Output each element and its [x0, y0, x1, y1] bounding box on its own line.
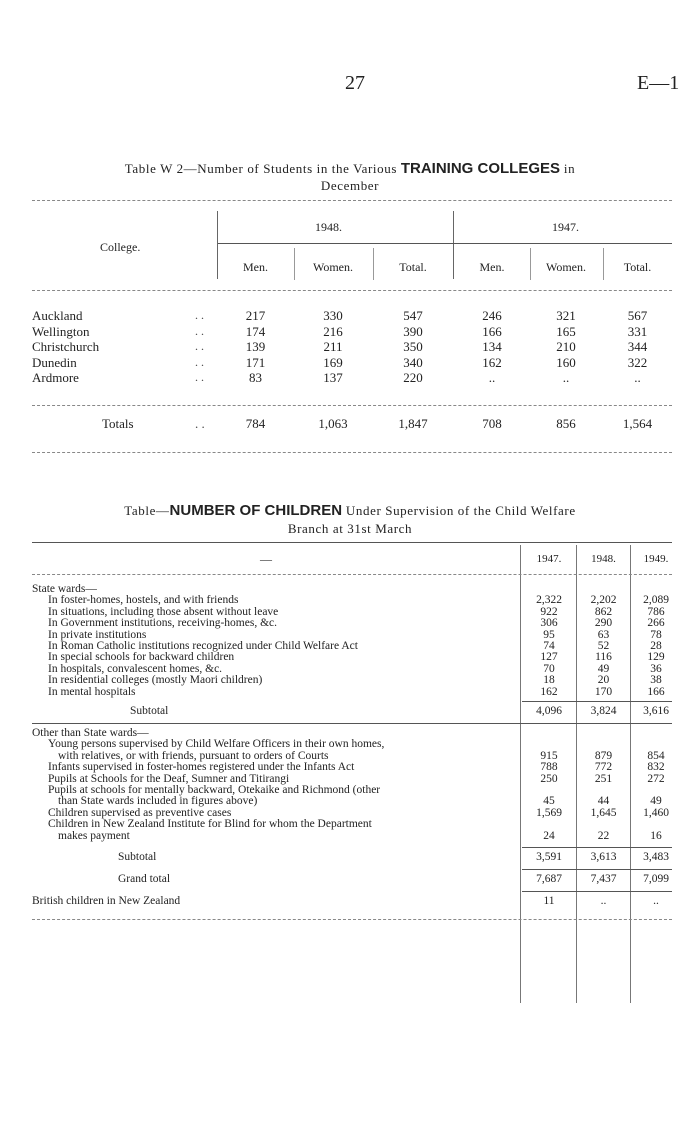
state-row-label: In Government institutions, receiving-homes, &c. — [48, 617, 277, 630]
state-cell-1: 116 — [595, 651, 612, 664]
state-row-label: In foster-homes, hostels, and with friends — [48, 594, 239, 607]
subtotal-label: Subtotal — [130, 705, 169, 717]
totals-t47: 1,564 — [622, 416, 653, 431]
state-row-label: In residential colleges (mostly Maori children) — [48, 674, 263, 687]
other-cell-0: 1,569 — [536, 806, 562, 819]
other-cell-2: 272 — [647, 772, 665, 785]
cell-t48: 390 — [403, 323, 423, 339]
caption-text: Table W 2—Number of Students in the Various — [124, 161, 401, 176]
college-name: Ardmore — [32, 370, 79, 385]
totals-m47: 708 — [482, 416, 502, 431]
state-row-label: In mental hospitals — [48, 685, 136, 698]
other-cell-1: 251 — [594, 772, 613, 785]
cell-w47: 160 — [556, 354, 576, 370]
cell-m48: 139 — [245, 339, 266, 354]
state-cell-1: 49 — [597, 662, 610, 675]
leader-dots: . . — [195, 354, 204, 369]
cell-m47: 166 — [482, 323, 502, 339]
state-cell-0: 2,322 — [536, 594, 562, 607]
col-women-1947: Women. — [545, 260, 587, 274]
other-row-label: Children in New Zealand Institute for Blind for whom the Department — [48, 818, 372, 831]
leader-dots: . . — [195, 323, 204, 338]
other-row-label: Infants supervised in foster-homes registered under the Infants Act — [48, 761, 355, 774]
cell-t48: 547 — [403, 308, 423, 323]
state-row-label: In hospitals, convalescent homes, &c. — [48, 662, 223, 675]
rule — [218, 243, 672, 244]
cell-w47: .. — [562, 370, 570, 385]
british-cell-2: .. — [653, 895, 659, 907]
state-cell-2: 38 — [650, 674, 662, 687]
other-cell-0: 45 — [543, 795, 555, 808]
state-cell-0: 74 — [543, 640, 555, 652]
other-heading: Other than State wards— — [32, 727, 149, 739]
col-men-1947: Men. — [479, 260, 505, 274]
leader-dots: . . — [195, 370, 204, 384]
state-cell-2: 36 — [650, 662, 662, 675]
year-col-1948: 1948. — [591, 553, 616, 565]
other-cell-0: 250 — [540, 772, 558, 785]
state-cell-2: 266 — [647, 617, 665, 630]
cell-t47: 567 — [627, 308, 648, 323]
college-name: Wellington — [32, 323, 90, 339]
cell-m48: 217 — [245, 308, 266, 323]
rule — [32, 723, 672, 724]
other-row-label-cont: than State wards included in figures above) — [58, 795, 258, 808]
cell-t47: 344 — [627, 339, 648, 354]
rule — [32, 574, 672, 575]
state-row-label: In special schools for backward children — [48, 651, 235, 664]
college-name: Auckland — [32, 308, 83, 323]
state-cell-2: 166 — [647, 685, 665, 698]
caption-text-end: in — [560, 161, 576, 176]
cell-w48: 137 — [323, 370, 343, 385]
state-cell-0: 127 — [540, 651, 558, 664]
caption-text-end: Under Supervision of the Child Welfare — [342, 503, 576, 518]
rule — [32, 290, 672, 291]
state-cell-0: 162 — [540, 685, 558, 698]
subtotal2-cell-1: 3,613 — [590, 851, 617, 863]
totals-w47: 856 — [556, 416, 576, 431]
leader-dots: . . — [195, 308, 204, 322]
rule — [32, 200, 672, 201]
rule — [32, 919, 672, 920]
cell-m48: 171 — [245, 354, 266, 370]
totals-w48: 1,063 — [318, 416, 348, 431]
other-row-label: Children supervised as preventive cases — [48, 806, 232, 819]
british-cell-0: 11 — [543, 895, 555, 907]
totals-m48: 784 — [245, 416, 266, 431]
page-number: 27 — [345, 72, 365, 94]
totals-t48: 1,847 — [398, 416, 428, 431]
other-cell-2: 49 — [650, 795, 662, 808]
state-cell-1: 862 — [594, 605, 613, 618]
other-cell-0: 788 — [540, 761, 558, 774]
cell-w48: 216 — [323, 323, 343, 339]
table-w2-caption — [30, 160, 670, 177]
col-women-1948: Women. — [312, 260, 354, 274]
year-col-1947: 1947. — [536, 553, 562, 565]
state-cell-1: 2,202 — [590, 594, 617, 607]
caption-bold: TRAINING COLLEGES — [400, 160, 561, 177]
caption-bold: NUMBER OF CHILDREN — [169, 502, 343, 519]
cell-m47: 134 — [482, 339, 502, 354]
state-cell-2: 78 — [650, 628, 662, 641]
state-cell-1: 290 — [594, 617, 613, 630]
cell-w47: 210 — [556, 339, 576, 354]
state-row-label: In situations, including those absent without leave — [48, 605, 279, 618]
other-row-label: Pupils at schools for mentally backward, Otekaike and Richmond (other — [48, 784, 381, 796]
cell-w48: 330 — [323, 308, 343, 323]
state-row-label: In private institutions — [48, 628, 147, 641]
divider — [520, 545, 521, 1003]
cell-t48: 350 — [403, 339, 423, 354]
state-cell-1: 170 — [594, 685, 613, 698]
state-row-label: In Roman Catholic institutions recognized under Child Welfare Act — [48, 640, 358, 652]
cell-w47: 165 — [556, 323, 576, 339]
col-college-header: College. — [100, 240, 141, 254]
cell-m47: .. — [488, 370, 496, 385]
state-cell-0: 70 — [543, 662, 555, 675]
state-cell-0: 18 — [543, 674, 555, 687]
state-heading: State wards— — [32, 583, 97, 595]
rule — [32, 542, 672, 543]
rule — [32, 452, 672, 453]
other-cell-2: 832 — [647, 761, 665, 774]
cell-w48: 169 — [323, 354, 343, 370]
grand-total-label: Grand total — [118, 873, 171, 885]
rule — [522, 701, 672, 702]
other-cell-1: 1,645 — [590, 806, 617, 819]
caption-text: Table— — [124, 503, 170, 518]
year-col-1949: 1949. — [643, 553, 669, 565]
header-dash: — — [260, 552, 272, 566]
subtotal1-cell-2: 3,616 — [643, 705, 669, 717]
year-1947: 1947. — [552, 220, 579, 234]
cell-t48: 340 — [403, 354, 423, 370]
other-cell-2: 1,460 — [643, 806, 669, 819]
state-cell-2: 2,089 — [643, 594, 669, 607]
cell-m48: 83 — [249, 370, 262, 385]
cell-m47: 246 — [482, 308, 502, 323]
children-caption-line2: Branch at 31st March — [287, 521, 413, 536]
cell-m48: 174 — [245, 323, 266, 339]
cell-w48: 211 — [323, 339, 343, 354]
leader-dots: . . — [195, 416, 205, 431]
cell-t47: .. — [634, 370, 641, 385]
other-cell-1: 22 — [597, 829, 610, 842]
cell-w47: 321 — [556, 308, 576, 323]
cell-m47: 162 — [482, 354, 502, 370]
british-label: British children in New Zealand — [32, 895, 181, 907]
grand-cell-1: 7,437 — [590, 873, 617, 885]
grand-cell-2: 7,099 — [643, 873, 669, 885]
children-table-caption — [30, 502, 670, 519]
other-cell-0: 915 — [540, 749, 558, 762]
totals-label: Totals — [102, 416, 134, 431]
state-cell-0: 306 — [540, 617, 558, 630]
cell-t48: 220 — [403, 370, 423, 385]
state-cell-2: 28 — [650, 640, 662, 652]
state-cell-1: 63 — [597, 628, 610, 641]
college-name: Dunedin — [32, 354, 77, 370]
sub-headers — [218, 248, 672, 280]
other-cell-1: 879 — [594, 749, 613, 762]
subtotal-label: Subtotal — [118, 851, 157, 863]
subtotal1-cell-0: 4,096 — [536, 705, 562, 717]
other-cell-2: 16 — [650, 829, 662, 842]
state-cell-0: 95 — [543, 628, 555, 641]
cell-t47: 322 — [627, 354, 648, 370]
other-row-label: Pupils at Schools for the Deaf, Sumner and Titirangi — [48, 772, 290, 785]
state-cell-1: 20 — [597, 674, 610, 687]
other-row-label-cont: with relatives, or with friends, pursuant to orders of Courts — [58, 749, 329, 762]
col-total-1947: Total. — [623, 260, 652, 274]
other-cell-1: 772 — [594, 761, 613, 774]
table-w2-caption-line2: December — [320, 178, 380, 193]
rule — [522, 869, 672, 870]
state-cell-0: 922 — [540, 605, 558, 618]
other-cell-0: 24 — [543, 829, 555, 842]
year-1948: 1948. — [315, 220, 342, 234]
subtotal2-cell-0: 3,591 — [536, 851, 562, 863]
cell-t47: 331 — [627, 323, 648, 339]
other-cell-2: 854 — [647, 749, 665, 762]
other-row-label-cont: makes payment — [58, 829, 130, 842]
state-cell-1: 52 — [597, 640, 610, 652]
subtotal2-cell-2: 3,483 — [643, 851, 669, 863]
rule — [522, 891, 672, 892]
rule — [32, 405, 672, 406]
british-cell-1: .. — [600, 895, 607, 907]
rule — [522, 847, 672, 848]
state-cell-2: 129 — [647, 651, 665, 664]
grand-cell-0: 7,687 — [536, 873, 562, 885]
leader-dots: . . — [195, 339, 204, 353]
col-total-1948: Total. — [399, 260, 427, 274]
college-name: Christchurch — [32, 339, 100, 354]
page-reference: E—1 — [637, 72, 680, 94]
state-cell-2: 786 — [647, 605, 665, 618]
other-cell-1: 44 — [597, 795, 610, 808]
subtotal1-cell-1: 3,824 — [590, 705, 617, 717]
col-men-1948: Men. — [243, 260, 268, 274]
other-row-label: Young persons supervised by Child Welfare Officers in their own homes, — [48, 738, 385, 751]
